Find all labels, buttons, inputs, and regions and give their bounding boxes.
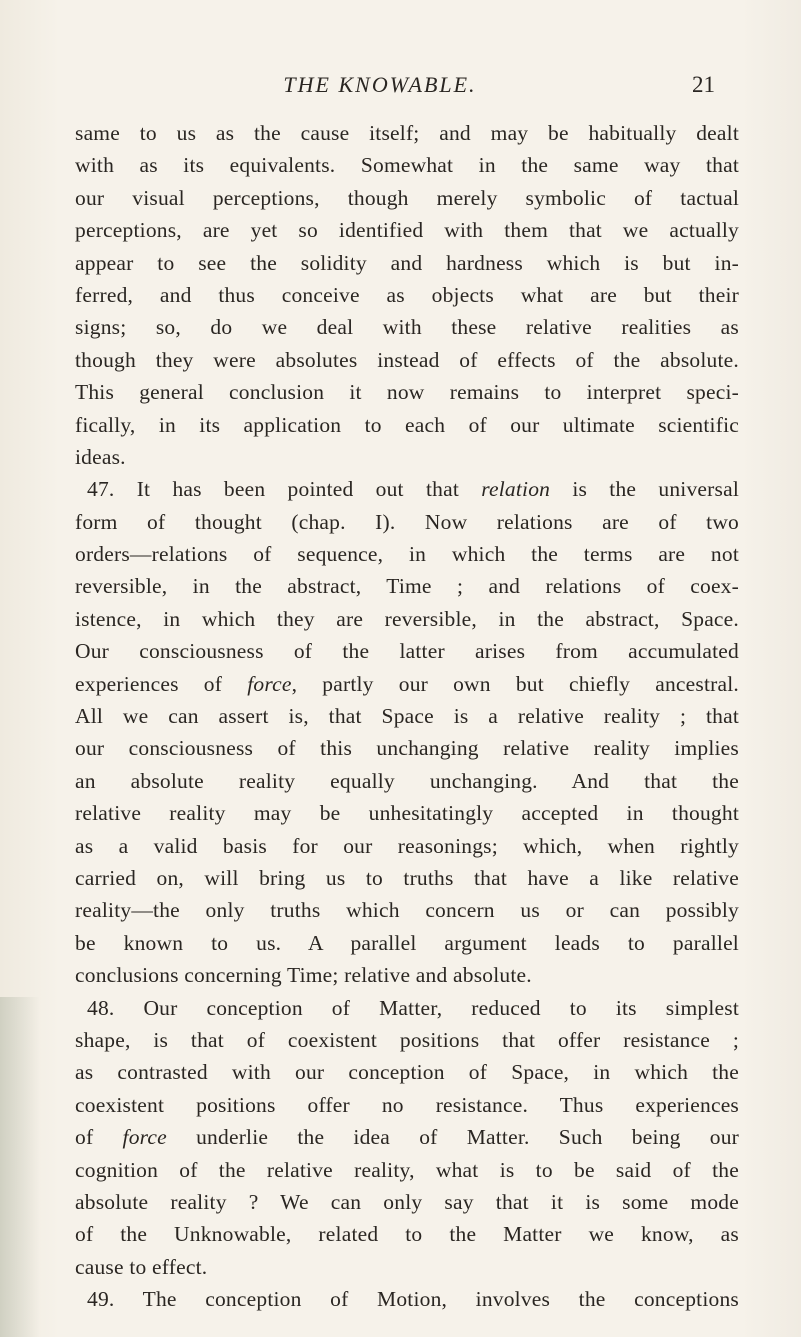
page-number: 21 bbox=[692, 72, 715, 97]
italic-term: relation bbox=[481, 477, 551, 502]
text-segment: as contrasted with our conception of Space, in which the bbox=[75, 1060, 739, 1085]
text-line bbox=[75, 1218, 739, 1250]
text-line bbox=[75, 959, 739, 991]
text-line bbox=[75, 1186, 739, 1218]
body-text bbox=[75, 117, 739, 1315]
text-line bbox=[75, 1251, 739, 1283]
text-line bbox=[75, 1154, 739, 1186]
text-line bbox=[75, 992, 739, 1024]
text-line bbox=[75, 765, 739, 797]
text-line bbox=[75, 506, 739, 538]
text-segment: with as its equivalents. Somewhat in the same way that bbox=[75, 153, 739, 178]
text-segment: cause to effect. bbox=[75, 1254, 208, 1279]
text-line bbox=[75, 732, 739, 764]
text-segment: our visual perceptions, though merely symbolic of tactual bbox=[75, 185, 739, 210]
text-line bbox=[75, 570, 739, 602]
text-line bbox=[75, 149, 739, 181]
text-segment: reversible, in the abstract, Time ; and relations of coex- bbox=[75, 574, 739, 599]
text-segment: experiences of bbox=[75, 671, 248, 696]
text-line bbox=[75, 668, 739, 700]
text-line bbox=[75, 635, 739, 667]
text-segment: ideas. bbox=[75, 444, 126, 469]
text-line bbox=[75, 1121, 739, 1153]
text-line bbox=[75, 376, 739, 408]
text-segment: underlie the idea of Matter. Such being our bbox=[166, 1125, 740, 1150]
text-line bbox=[75, 1283, 739, 1315]
text-segment: fically, in its application to each of our ultimate scientific bbox=[75, 412, 739, 437]
text-segment: appear to see the solidity and hardness which is but in- bbox=[75, 250, 739, 275]
text-segment: carried on, will bring us to truths that have a like relative bbox=[75, 865, 739, 890]
text-line bbox=[75, 700, 739, 732]
text-segment: perceptions, are yet so identified with them that we actually bbox=[75, 218, 739, 243]
text-line bbox=[75, 441, 739, 473]
text-segment: absolute reality ? We can only say that it is some mode bbox=[75, 1189, 739, 1214]
text-segment: an absolute reality equally unchanging. And that the bbox=[75, 768, 739, 793]
text-line bbox=[75, 247, 739, 279]
text-line bbox=[75, 538, 739, 570]
text-segment: 48. Our conception of Matter, reduced to its simplest bbox=[87, 995, 739, 1020]
text-segment: though they were absolutes instead of effects of the absolute. bbox=[75, 347, 739, 372]
text-line bbox=[75, 279, 739, 311]
text-line bbox=[75, 1024, 739, 1056]
text-segment: reality—the only truths which concern us or can possibly bbox=[75, 898, 739, 923]
text-segment: All we can assert is, that Space is a relative reality ; that bbox=[75, 704, 739, 729]
italic-term: force bbox=[122, 1125, 167, 1150]
text-segment: relative reality may be unhesitatingly accepted in thought bbox=[75, 801, 739, 826]
text-segment: shape, is that of coexistent positions that offer resistance ; bbox=[75, 1027, 739, 1052]
text-segment: is the universal bbox=[550, 477, 739, 502]
text-segment: Our consciousness of the latter arises from accumulated bbox=[75, 639, 739, 664]
text-line bbox=[75, 117, 739, 149]
text-line bbox=[75, 927, 739, 959]
text-line bbox=[75, 214, 739, 246]
running-head bbox=[0, 72, 801, 112]
text-segment: signs; so, do we deal with these relative realities as bbox=[75, 315, 739, 340]
text-segment: 47. It has been pointed out that bbox=[87, 477, 482, 502]
text-segment: our consciousness of this unchanging relative reality implies bbox=[75, 736, 739, 761]
text-line bbox=[75, 894, 739, 926]
text-segment: conclusions concerning Time; relative and absolute. bbox=[75, 963, 532, 988]
text-segment: orders—relations of sequence, in which the terms are not bbox=[75, 542, 739, 567]
text-line bbox=[75, 409, 739, 441]
text-segment: 49. The conception of Motion, involves the conceptions bbox=[87, 1287, 739, 1312]
text-line bbox=[75, 830, 739, 862]
text-segment: form of thought (chap. I). Now relations are of two bbox=[75, 509, 739, 534]
text-segment: cognition of the relative reality, what is to be said of the bbox=[75, 1157, 739, 1182]
page-edge-shadow bbox=[0, 997, 40, 1337]
text-segment: be known to us. A parallel argument leads to parallel bbox=[75, 930, 739, 955]
text-segment: This general conclusion it now remains to interpret speci- bbox=[75, 380, 739, 405]
text-segment: of bbox=[75, 1125, 123, 1150]
text-line bbox=[75, 473, 739, 505]
text-segment: istence, in which they are reversible, in the abstract, Space. bbox=[75, 606, 739, 631]
text-segment: same to us as the cause itself; and may be habitually dealt bbox=[75, 121, 739, 145]
text-segment: , partly our own but chiefly ancestral. bbox=[291, 671, 739, 696]
text-line bbox=[75, 182, 739, 214]
text-segment: ferred, and thus conceive as objects what are but their bbox=[75, 282, 739, 307]
running-head-title: THE KNOWABLE. bbox=[283, 72, 477, 97]
text-segment: as a valid basis for our reasonings; which, when rightly bbox=[75, 833, 739, 858]
text-line bbox=[75, 344, 739, 376]
text-line bbox=[75, 1056, 739, 1088]
text-line bbox=[75, 311, 739, 343]
text-segment: coexistent positions offer no resistance. Thus experiences bbox=[75, 1092, 739, 1117]
text-segment: of the Unknowable, related to the Matter we know, as bbox=[75, 1222, 739, 1247]
text-line bbox=[75, 797, 739, 829]
italic-term: force bbox=[247, 671, 292, 696]
text-line bbox=[75, 1089, 739, 1121]
text-line bbox=[75, 862, 739, 894]
text-line bbox=[75, 603, 739, 635]
